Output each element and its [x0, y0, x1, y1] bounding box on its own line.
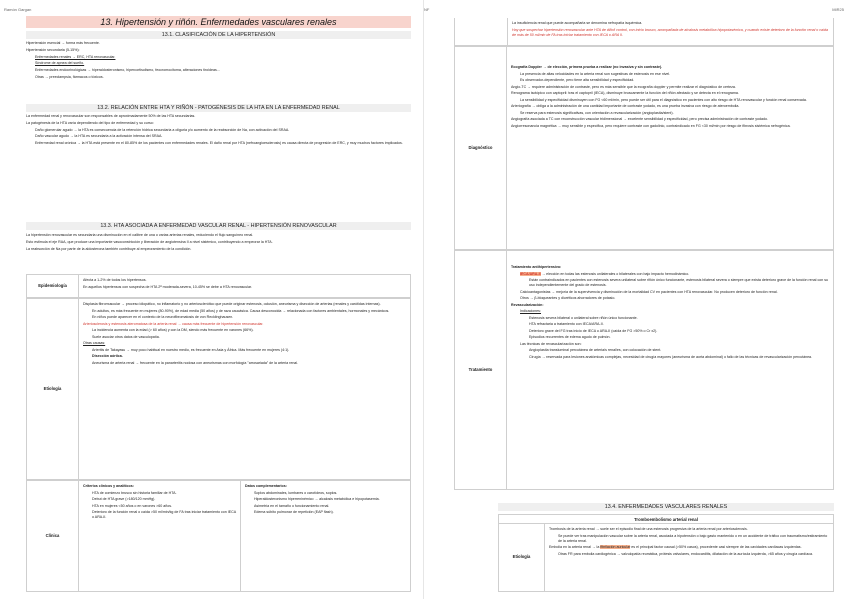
text-line: Hiperaldosteronismo hiperreninémico → alcalosis metabólica e hipopotasemia.: [254, 497, 380, 501]
row-content: [507, 18, 833, 45]
text-line: Deterioro grave del FG tras inicio de IECA o ARA-II (caída de FG >50% o Cr x2).: [529, 328, 658, 333]
text-line: HTA refractaria a tratamiento con IECA/ARA-II.: [529, 322, 604, 327]
text-line: La reabsorción de Na por parte de la aldosterona también contribuye al empeoramiento de la condición.: [26, 246, 192, 251]
text-line: La incidencia aumenta con la edad (> 60 años) y con la DM, siendo más frecuente en varones (66%).: [92, 328, 254, 332]
row-label-diagnostico: Diagnóstico: [455, 47, 507, 249]
row-label-etiologia: Etiología: [27, 299, 79, 479]
row-content: [79, 275, 410, 297]
text-line: Angioplastia transluminal percutánea de arteria/s renal/es, con colocación de stent.: [529, 348, 662, 353]
row-content-datos: [241, 481, 410, 591]
text-line: Se reserva para estenosis significativas, con orientación a revascularización (angioplastia/stent).: [520, 110, 674, 115]
text-line: Arteritis de Takayasu → muy poco habitual en nuestro medio, es frecuente en Asia y África. Más frecuente en mujeres (4:1).: [92, 347, 290, 352]
table-diagnostico: [454, 46, 834, 250]
text-span: Embolia en la arteria renal → la: [549, 545, 601, 550]
text-line: En niños puede aparecer en el contexto de la neurofibromatosis de von Recklinghausen.: [92, 315, 234, 319]
table-epidemiologia: [26, 274, 411, 298]
page-header-author: Ramón Gargan: [4, 7, 32, 12]
text-line: Revascularización:: [511, 302, 544, 307]
text-line: La hipertensión renovascular es secundaria una disminución en el calibre de una o varias arterias renales, reduciendo el flujo sanguíneo renal.: [26, 233, 254, 237]
section-13-2-body: [26, 114, 411, 220]
row-label-clinica: Clínica: [27, 481, 79, 591]
page-header-right: MIR25: [832, 7, 844, 12]
text-line: Episodios recurrentes de edema agudo de pulmón.: [529, 335, 611, 340]
table-etiologia: [26, 298, 411, 480]
section-title-13-2: 13.2. RELACIÓN ENTRE HTA Y RIÑÓN - PATOGÉNESIS DE LA HTA EN LA ENFERMEDAD RENAL: [26, 104, 411, 112]
text-line: La insuficiencia renal que puede acompañarla se denomina nefropatía isquémica.: [512, 21, 643, 25]
text-line: Indicaciones:: [520, 309, 541, 314]
text-line: Debut de HTA grave (>180/120 mmHg).: [92, 497, 156, 501]
text-line: Angio-TC → requiere administración de contraste, pero es más sensible que la ecografía doppler y permite realizar el diagnóstico de certeza.: [511, 84, 736, 89]
text-line: Tratamiento antihipertensivo:: [511, 265, 562, 269]
text-line: Cirugía → reservada para lesiones anatómicas complejas, necesidad de cirugía mayores (aneurisma de aorta abdominal) o fallo de las técnicas de revascularización percutánea.: [529, 354, 813, 359]
text-line: Aneurisma de arteria renal → frecuente en la panarteritis nodosa con aneurismas con morfología "arrosariada" de la arteria renal.: [92, 360, 299, 365]
text-line: Se puede ver tras manipulación vascular sobre la arteria renal, asociada a hipotensión o bajo gasto mantenido o en un accidente de tráfico con traumatismo/estiramiento de la arteria renal.: [558, 533, 828, 543]
text-line: Afecta a 1-2% de todos los hipertensos.: [83, 278, 147, 282]
text-line: Displasia fibromuscular → proceso idiopático, no inflamatorio y no arteriosclerótico que puede originar estenosis, oclusión, aneurisma y disección de arterias (renales y carótidas internas).: [83, 302, 381, 306]
subtable-title: Tromboembolismo arterial renal: [499, 515, 833, 524]
text-line: La presencia de altas velocidades en la arteria renal son sugestivas de estenosis en ese nivel.: [520, 71, 671, 76]
section-title-13-1: 13.1. CLASIFICACIÓN DE LA HIPERTENSIÓN: [26, 31, 411, 39]
text-line: En aquellos hipertensos con sospecha de HTA 2ª moderada-severa, 10-45% se debe a HTA renovascular.: [83, 284, 253, 289]
text-line: HTA en mujeres <50 años o en varones >60 años.: [92, 503, 173, 508]
row-label-epidemiologia: Epidemiología: [27, 275, 79, 297]
text-line: Deterioro de la función renal o caída >50 ml/min/kg de FA tras iniciar tratamiento con IECA o ARA-II.: [92, 510, 236, 520]
text-line: Las técnicas de revascularización son:: [520, 341, 582, 346]
text-line: Esto estimula el eje RAA, que produce una importante vasoconstricción y liberación de angiotensina II a nivel sistémico, contribuyendo a empeorar la HTA.: [26, 239, 273, 244]
section-13-3-body: [26, 233, 411, 269]
text-line: Calcioantagonistas → mejoría de la supervivencia y disminución de la mortalidad CV en pacientes con HTA renovascular. No producen deterioro de función renal.: [520, 289, 778, 294]
text-line: Enfermedades renales → ERC, HTA renovascular.: [35, 54, 116, 59]
page-header-left: NF: [424, 7, 430, 12]
text-line: HTA de comienzo brusco sin historia familiar de HTA.: [92, 490, 177, 495]
text-line: Enfermedades endocrinológicas → hiperaldosteronismo, hipercortisolismo, feocromocitoma, alteraciones tiroideas...: [35, 68, 220, 73]
text-line: En adultos, es más frecuente en mujeres (80-90%), de edad media (50 años) y de raza caucásica. Causa desconocida → relacionada con factores ambientales, hormonales y mecánicos.: [92, 308, 390, 313]
text-line: Trombosis de la arteria renal → suele ser el episodio final de una estenosis progresiva de la arteria renal por arteriosclerosis.: [549, 527, 748, 531]
text-span: → elección en todas las estenosis unilaterales o bilaterales con bajo impacto hemodinámico.: [540, 271, 690, 276]
row-content: [545, 524, 833, 591]
text-line: La enfermedad renal y renovascular son responsables de aproximadamente 50% de las HTA secundarias.: [26, 114, 196, 118]
row-content: [507, 47, 833, 249]
highlighted-term: IECA/ARA-II: [520, 271, 541, 276]
text-line: Angiorresonancia magnética → muy sensible y específica, pero requiere contraste con gadolinio, contraindicado en FG <30 ml/min por riesgo de fibrosis sistémica nefrogénica.: [511, 123, 791, 128]
text-line: Soplos abdominales, lumbares o carotídeos, soplos.: [254, 490, 338, 495]
row-content-criterios: [79, 481, 241, 591]
text-line: Otras → preeclampsia, fármacos o tóxicos.: [35, 74, 104, 79]
text-line: Angiografía asociada a TC con reconstrucción vascular tridimensional → excelente sensibilidad y especificidad, pero precisa administración de contraste yodado.: [511, 117, 769, 121]
table-top-continued: [454, 18, 834, 46]
section-13-1-body: [26, 41, 411, 103]
text-line: Otras FR para embolia cardiogénica → valvulopatía reumática, prótesis valvulares, endocarditis, dilatación de la aurícula izquierda, >65 años y cirugía cardíaca.: [558, 551, 813, 556]
row-content: [507, 251, 833, 489]
text-line: Estenosis severa bilateral o unilateral sobre riñón único funcionante.: [529, 315, 638, 320]
text-line: La sensibilidad y especificidad disminuyen con FG <60 ml/min, pero puede ser útil para el diagnóstico en pacientes con alto riesgo de HTA renovascular y función renal conservada.: [520, 97, 807, 102]
chapter-title: 13. Hipertensión y riñón. Enfermedades vasculares renales: [26, 16, 411, 28]
right-page: [424, 0, 848, 599]
text-line: Daño vascular agudo → la HTA es secundaria a la activación intensa del SRAA.: [35, 134, 163, 139]
text-line: Renograma isotópico con captopril: tras el captopril (IECA), disminuye bruscamente la función del riñón afectado y se detecta en el renograma.: [511, 91, 739, 95]
text-line: La patogénesis de la HTA varía dependiendo del tipo de enfermedad y su curso:: [26, 120, 154, 125]
text-line: Criterios clínicos y analíticos:: [83, 484, 134, 488]
row-content: [79, 299, 410, 479]
text-line: Arteriografía → obliga a la administración de una cantidad importante de contraste yodado, es una prueba invasiva con riesgo de ateroembolia.: [511, 104, 740, 108]
row-label-tratamiento: Tratamiento: [455, 251, 507, 489]
text-line: Arteriosclerosis y estenosis ateromatosa de la arteria renal → causa más frecuente de hipertensión renovascular.: [83, 321, 264, 326]
text-line: Datos complementarios:: [245, 484, 287, 488]
text-line: Síndrome de apnea del sueño.: [35, 61, 85, 66]
text-line: Hipertensión esencial → forma más frecuente.: [26, 41, 100, 45]
text-line: Es observador-dependiente, pero tiene alta sensibilidad y especificidad.: [520, 78, 635, 82]
text-line: Enfermedad renal crónica → la HTA está presente en el 80-85% de los pacientes con enfermedades renales. El daño renal por HTA (nefroangioesclerosis) es causa directa de progresión de ERC, y muy muchos factores implicados.: [35, 141, 403, 146]
text-line: [549, 545, 829, 550]
text-line: Otros → β-bloqueantes y diuréticos ahorradores de potasio.: [520, 296, 616, 301]
text-line: Hipertensión secundaria (5-15%):: [26, 47, 80, 52]
text-span: es el principal factor causal (>50% casos), procedente casi siempre de las cavidades cardíacas izquierdas.: [630, 545, 802, 550]
section-title-13-3: 13.3. HTA ASOCIADA A ENFERMEDAD VASCULAR RENAL - HIPERTENSIÓN RENOVASCULAR: [26, 222, 411, 230]
table-clinica: [26, 480, 411, 592]
section-title-13-4: 13.4. ENFERMEDADES VASCULARES RENALES: [498, 503, 834, 511]
text-line: Están contraindicados en pacientes con estenosis severa unilateral sobre riñón único funcionante, estenosis bilateral severa o siempre que exista deterioro grave de la función renal con su uso independientemente del grado de estenosis.: [529, 278, 829, 288]
table-tromboembolismo: [498, 514, 834, 592]
text-line: Suele asociar otros datos de vasculopatía.: [92, 334, 160, 339]
text-line: Ecografía Doppler → de elección, primera prueba a realizar (no invasiva y sin contraste).: [511, 65, 663, 69]
text-line: Hay que sospechar hipertensión renovascular ante HTA de difícil control, con inicio brusco, acompañada de alcalosis metabólica hipopotasémica, y cuando existe deterioro de la función renal o caída de más de 50 ml/min de FA tras iniciar tratamiento con IECA o ARA II.: [512, 27, 829, 37]
text-line: Edema súbito pulmonar de repetición (EAP flash).: [254, 510, 334, 514]
text-line: [511, 272, 829, 277]
text-line: Daño glomerular agudo → la HTA es consecuencia de la retención hídrica secundaria a oliguria y/o aumento de la reabsorción de Na, con activación del SRAA.: [35, 127, 290, 132]
table-tratamiento: [454, 250, 834, 490]
highlighted-term: fibrilación auricular: [600, 545, 631, 550]
text-line: Disección aórtica.: [92, 354, 123, 358]
text-line: Asimetría en el tamaño o funcionamiento renal.: [254, 503, 330, 508]
text-line: Otras causas:: [83, 341, 106, 345]
row-label-etiologia: Etiología: [499, 524, 545, 591]
